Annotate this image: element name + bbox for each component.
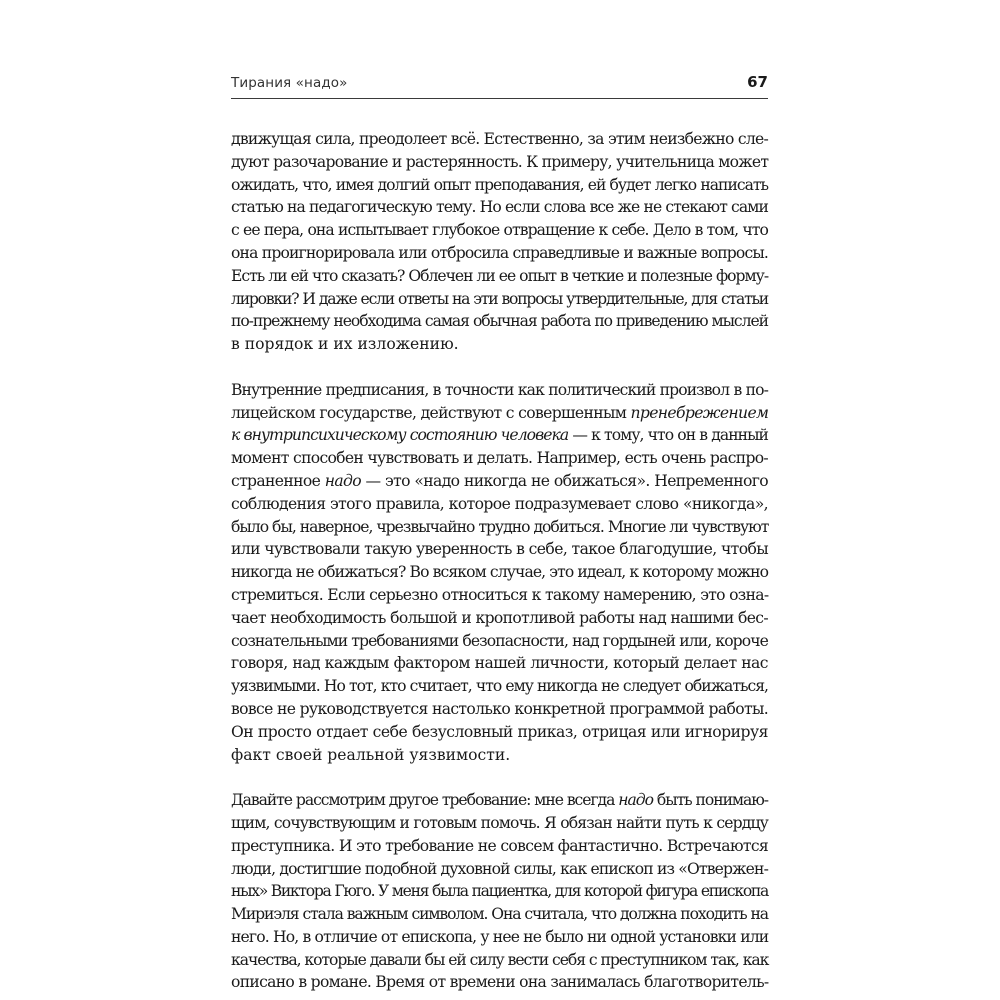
text-line: момент способен чувствовать и делать. Например, есть очень распро- [231,449,768,468]
paragraph [231,379,768,767]
body-text [231,128,768,994]
text-line: стремиться. Если серьезно относиться к такому намерению, это озна- [231,585,769,604]
text-line: она проигнорировала или отбросила справедливые и важные вопросы. [231,243,768,262]
text-line: страненное надо — это «надо никогда не обижаться». Непременного [231,471,768,490]
page-number: 67 [747,73,768,91]
italic-phrase: пренебрежением [630,403,769,422]
running-header [231,72,768,99]
text-line: Он просто отдает себе безусловный приказ, отрицая или игнорируя [231,722,768,741]
text-line: движущая сила, преодолеет всё. Естественно, за этим неизбежно сле- [231,130,768,148]
text-line: Есть ли ей что сказать? Облечен ли ее опыт в четкие и полезные форму- [231,266,769,285]
text-line: дуют разочарование и растерянность. К примеру, учительница может [231,152,769,171]
text-line: него. Но, в отличие от епископа, у нее не было ни одной установки или [231,927,769,946]
text-line: с ее пера, она испытывает глубокое отвращение к себе. Дело в том, что [231,221,768,240]
italic-word: надо [618,791,653,810]
text-line: ных» Виктора Гюго. У меня была пациентка, для которой фигура епископа [231,882,768,901]
text-line: щим, сочувствующим и готовым помочь. Я обязан найти путь к сердцу [231,813,768,832]
text-line: к внутрипсихическому состоянию человека — к тому, что он в данный [231,426,768,445]
running-title: Тирания «надо» [231,75,348,91]
text-line: по-прежнему необходима самая обычная работа по приведению мыслей [231,312,768,331]
text-line: ожидать, что, имея долгий опыт преподавания, ей будет легко написать [231,175,768,194]
text-line: или чувствовали такую уверенность в себе, такое благодушие, чтобы [231,540,769,559]
text-line: статью на педагогическую тему. Но если слова все же не стекают сами [231,198,768,217]
text-line: чает необходимость большой и кропотливой работы над нашими бес- [231,608,768,627]
text-line: вовсе не руководствуется настолько конкретной программой работы. [231,699,769,718]
italic-phrase: к внутрипсихическому состоянию человека [231,426,569,445]
italic-word: надо [324,471,361,490]
text-line: Внутренние предписания, в точности как политический произвол в по- [231,380,768,399]
paragraph [231,789,768,994]
text-line: соблюдения этого правила, которое подразумевает слово «никогда», [231,494,768,513]
text-line: уязвимыми. Но тот, кто считает, что ему никогда не следует обижаться, [231,677,768,696]
text-line: было бы, наверное, чрезвычайно трудно добиться. Многие ли чувствуют [231,517,769,536]
text-line: лировки? И даже если ответы на эти вопросы утвердительные, для статьи [231,289,768,308]
text-line: описано в романе. Время от времени она занималась благотворитель- [231,973,769,992]
text-line: лицейском государстве, действуют с совершенным пренебрежением [231,403,769,422]
text-line: говоря, над каждым фактором нашей личности, который делает нас [231,654,768,673]
text-line: сознательными требованиями безопасности, над гордыней или, короче [231,631,768,650]
text-line: преступника. И это требование не совсем фантастично. Встречаются [231,836,769,855]
text-line: Давайте рассмотрим другое требование: мне всегда надо быть понимаю- [231,791,768,810]
text-line: качества, которые давали бы ей силу вести себя с преступником так, как [231,950,769,969]
text-line: факт своей реальной уязвимости. [231,745,511,764]
text-line: Мириэля стала важным символом. Она считала, что должна походить на [231,905,768,924]
text-line: в порядок и их изложению. [231,335,459,354]
paragraph [231,128,768,356]
text-line: люди, достигшие подобной духовной силы, как епископ из «Отвержен- [231,859,768,878]
text-line: никогда не обижаться? Во всяком случае, это идеал, к которому можно [231,563,769,582]
